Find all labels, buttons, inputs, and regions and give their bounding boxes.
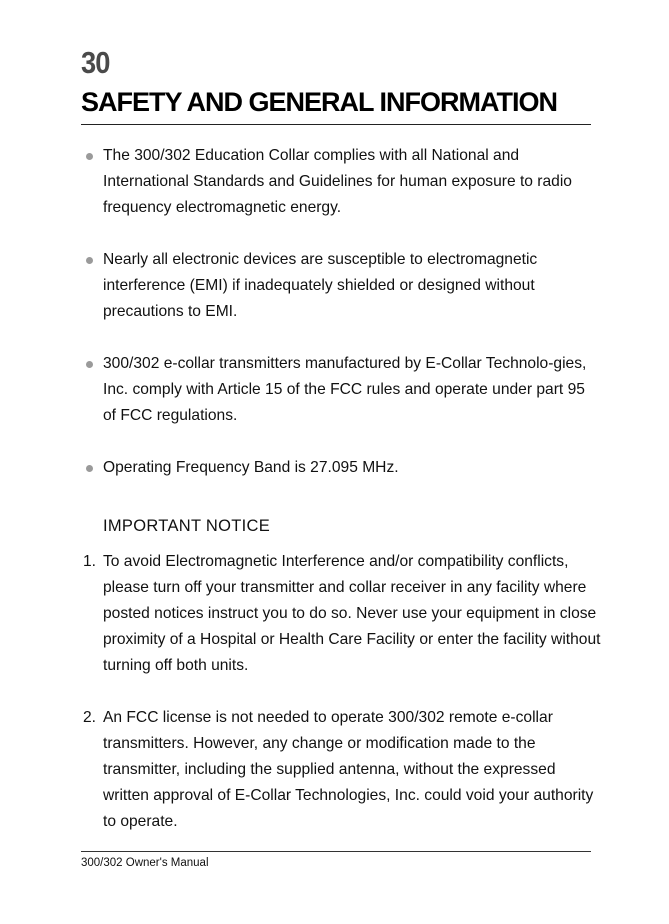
notice-text: An FCC license is not needed to operate 300/302 remote e-collar transmitters. However, any change or modification made to the transmitter, including the supplied antenna, without the expressed written approval of E-Collar Technologies, Inc. could void your authority to operate.: [103, 709, 594, 830]
notice-list: [81, 549, 601, 861]
bullet-dot-icon: [86, 257, 93, 264]
notice-number: 1.: [83, 553, 97, 570]
bullet-text: Nearly all electronic devices are susceptible to electromagnetic interference (EMI) if inadequately shielded or designed without precautions to EMI.: [103, 251, 538, 320]
notice-text: To avoid Electromagnetic Interference and/or compatibility conflicts, please turn off your transmitter and collar receiver in any facility where posted notices instruct you to do so. Never use your equipment in close proximity of a Hospital or Health Care Facility or enter the facility without turning off both units.: [103, 553, 601, 674]
notice-item: [81, 549, 601, 679]
title-divider: [81, 124, 591, 125]
notice-number: 2.: [83, 709, 97, 726]
page-number: 30: [81, 45, 110, 80]
important-notice-heading: IMPORTANT NOTICE: [103, 517, 271, 535]
bullet-item: [81, 143, 601, 221]
bullet-text: The 300/302 Education Collar complies with all National and International Standards and Guidelines for human exposure to radio frequency electromagnetic energy.: [103, 147, 572, 216]
bullet-text: Operating Frequency Band is 27.095 MHz.: [103, 459, 399, 476]
footer-manual-title: 300/302 Owner's Manual: [81, 857, 209, 869]
page-title: SAFETY AND GENERAL INFORMATION: [81, 87, 558, 117]
footer-divider: [81, 851, 591, 852]
bullet-dot-icon: [86, 153, 93, 160]
safety-bullet-list: [81, 143, 601, 507]
bullet-item: [81, 351, 601, 429]
bullet-item: [81, 247, 601, 325]
bullet-item: [81, 455, 601, 481]
bullet-dot-icon: [86, 361, 93, 368]
notice-item: [81, 705, 601, 835]
bullet-text: 300/302 e-collar transmitters manufactured by E-Collar Technolo-gies, Inc. comply with Article 15 of the FCC rules and operate under part 95 of FCC regulations.: [103, 355, 587, 424]
bullet-dot-icon: [86, 465, 93, 472]
